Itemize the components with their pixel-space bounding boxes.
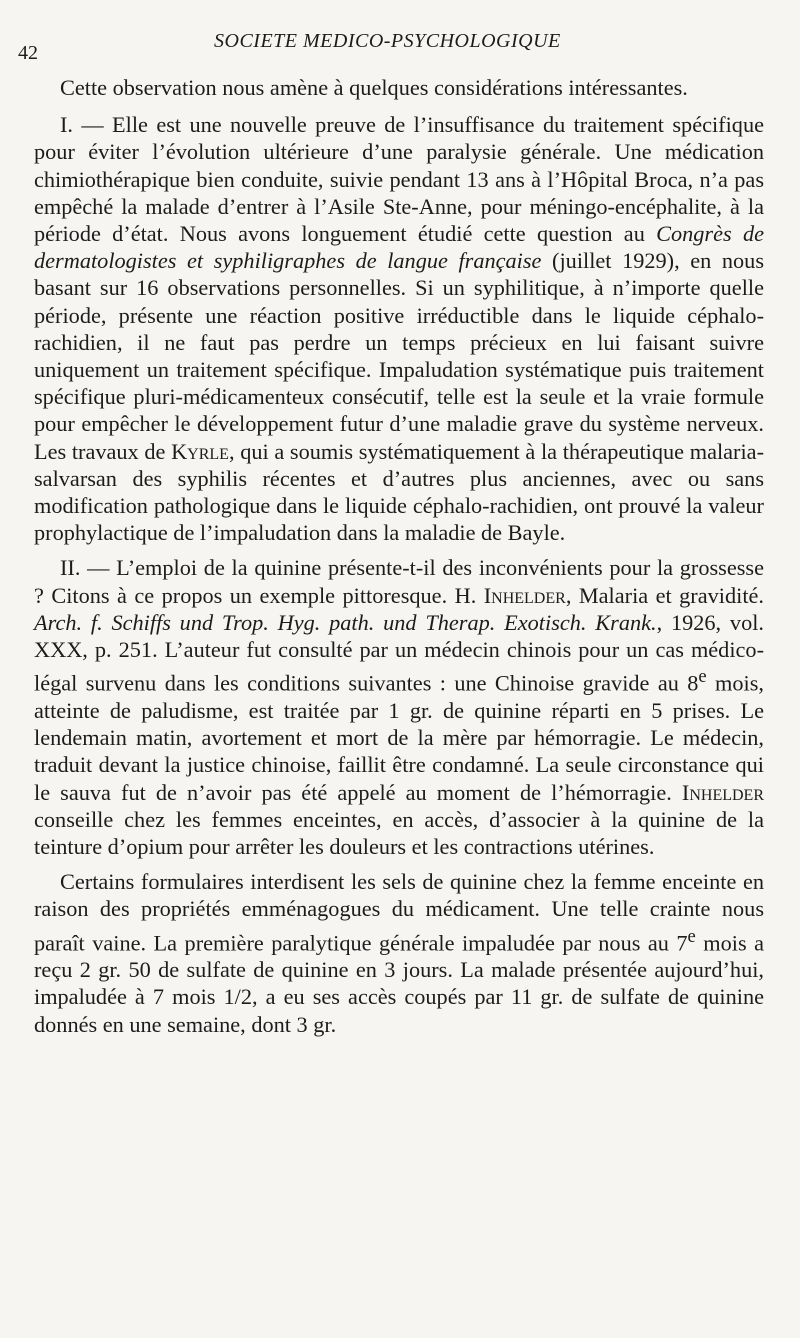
text-run: , 1926, vol. XXX, p. 251. L’auteur fut consulté par un médecin chinois pour un cas médico-légal survenu dans les conditions suivantes : une Chinoise gravide au 8 [34,609,764,696]
text-run: Certains formulaires interdisent les sels de quinine chez la femme enceinte en raison des propriétés emménagogues du médicament. Une telle crainte nous paraît vaine. La première paralytique générale impaludée par nous au 7 [34,869,764,955]
paragraph-section-1 [34,111,764,546]
paragraph-section-2 [34,554,764,860]
paragraph-intro: Cette observation nous amène à quelques considérations intéressantes. [60,75,688,100]
running-title: SOCIETE MEDICO-PSYCHOLOGIQUE [214,30,561,52]
superscript: e [698,666,707,688]
text-run: I. — Elle est une nouvelle preuve de l’insuffisance du traitement spécifique pour éviter l’évolution ultérieure d’une paralysie générale. Une médication chimiothérapique bien conduite, suivie pendant 13 ans à l’Hôpital Broca, n’a pas empêché la malade d’entrer à l’Asile Ste-Anne, pour méningo-encéphalite, à la période d’état. Nous avons longuement étudié cette question au [34,112,764,247]
text-run: mois, atteinte de paludisme, est traitée par 1 gr. de quinine réparti en 5 prises. Le lendemain matin, avortement et mort de la mère par hémorragie. Le médecin, traduit devant la justice chinoise, faillit être condamné. La seule circonstance qui le sauva fut de n’avoir pas été appelé au moment de l’hémorragie. [34,670,764,805]
text-run: II. — L’emploi de la quinine présente-t-il des inconvénients pour la grossesse ? Citons à ce propos un exemple pittoresque. H. [34,555,764,608]
paragraph-formularies [34,868,764,1038]
text-run: conseille chez les femmes enceintes, en accès, d’associer à la quinine de la teinture d’opium pour arrêter les douleurs et les contractions utérines. [34,806,764,859]
text-run: (juillet 1929), en nous basant sur 16 observations personnelles. Si un syphilitique, à n’importe quelle période, présente une réaction positive irréductible dans le liquide céphalo-rachidien, il ne faut pas perdre un temps précieux en lui faisant suivre uniquement un traitement spécifique. Impaludation systématique puis traitement spécifique pluri-médicamenteux consécutif, telle est la seule et la vraie formule pour empêcher le développement futur d’une maladie grave du système nerveux. Les travaux de [34,248,764,464]
superscript: e [687,925,696,947]
page-header [0,28,800,68]
page-number: 42 [18,42,38,64]
author-name: Inhelder [681,779,764,805]
text-run: mois a reçu 2 gr. 50 de sulfate de quinine en 3 jours. La malade présentée aujourd’hui, impaludée à 7 mois 1/2, a eu ses accès coupés par 11 gr. de sulfate de quinine donnés en une semaine, dont 3 gr. [34,929,764,1037]
italic-text: Congrès de dermatologistes et syphiligraphes de langue française [34,221,764,274]
body-text [34,74,764,1046]
author-name: Kyrle [171,438,229,464]
text-run: , Malaria et gravidité. [565,582,764,608]
author-name: Inhelder [483,582,566,608]
journal-citation: Arch. f. Schiffs und Trop. Hyg. path. und Therap. Exotisch. Krank. [34,609,657,635]
text-run: , qui a soumis systématiquement à la thérapeutique malaria-salvarsan des syphilis récentes et d’autres plus anciennes, avec ou sans modification pathologique dans le liquide céphalo-rachidien, ont prouvé la valeur prophylactique de l’impaludation dans la maladie de Bayle. [34,438,764,546]
